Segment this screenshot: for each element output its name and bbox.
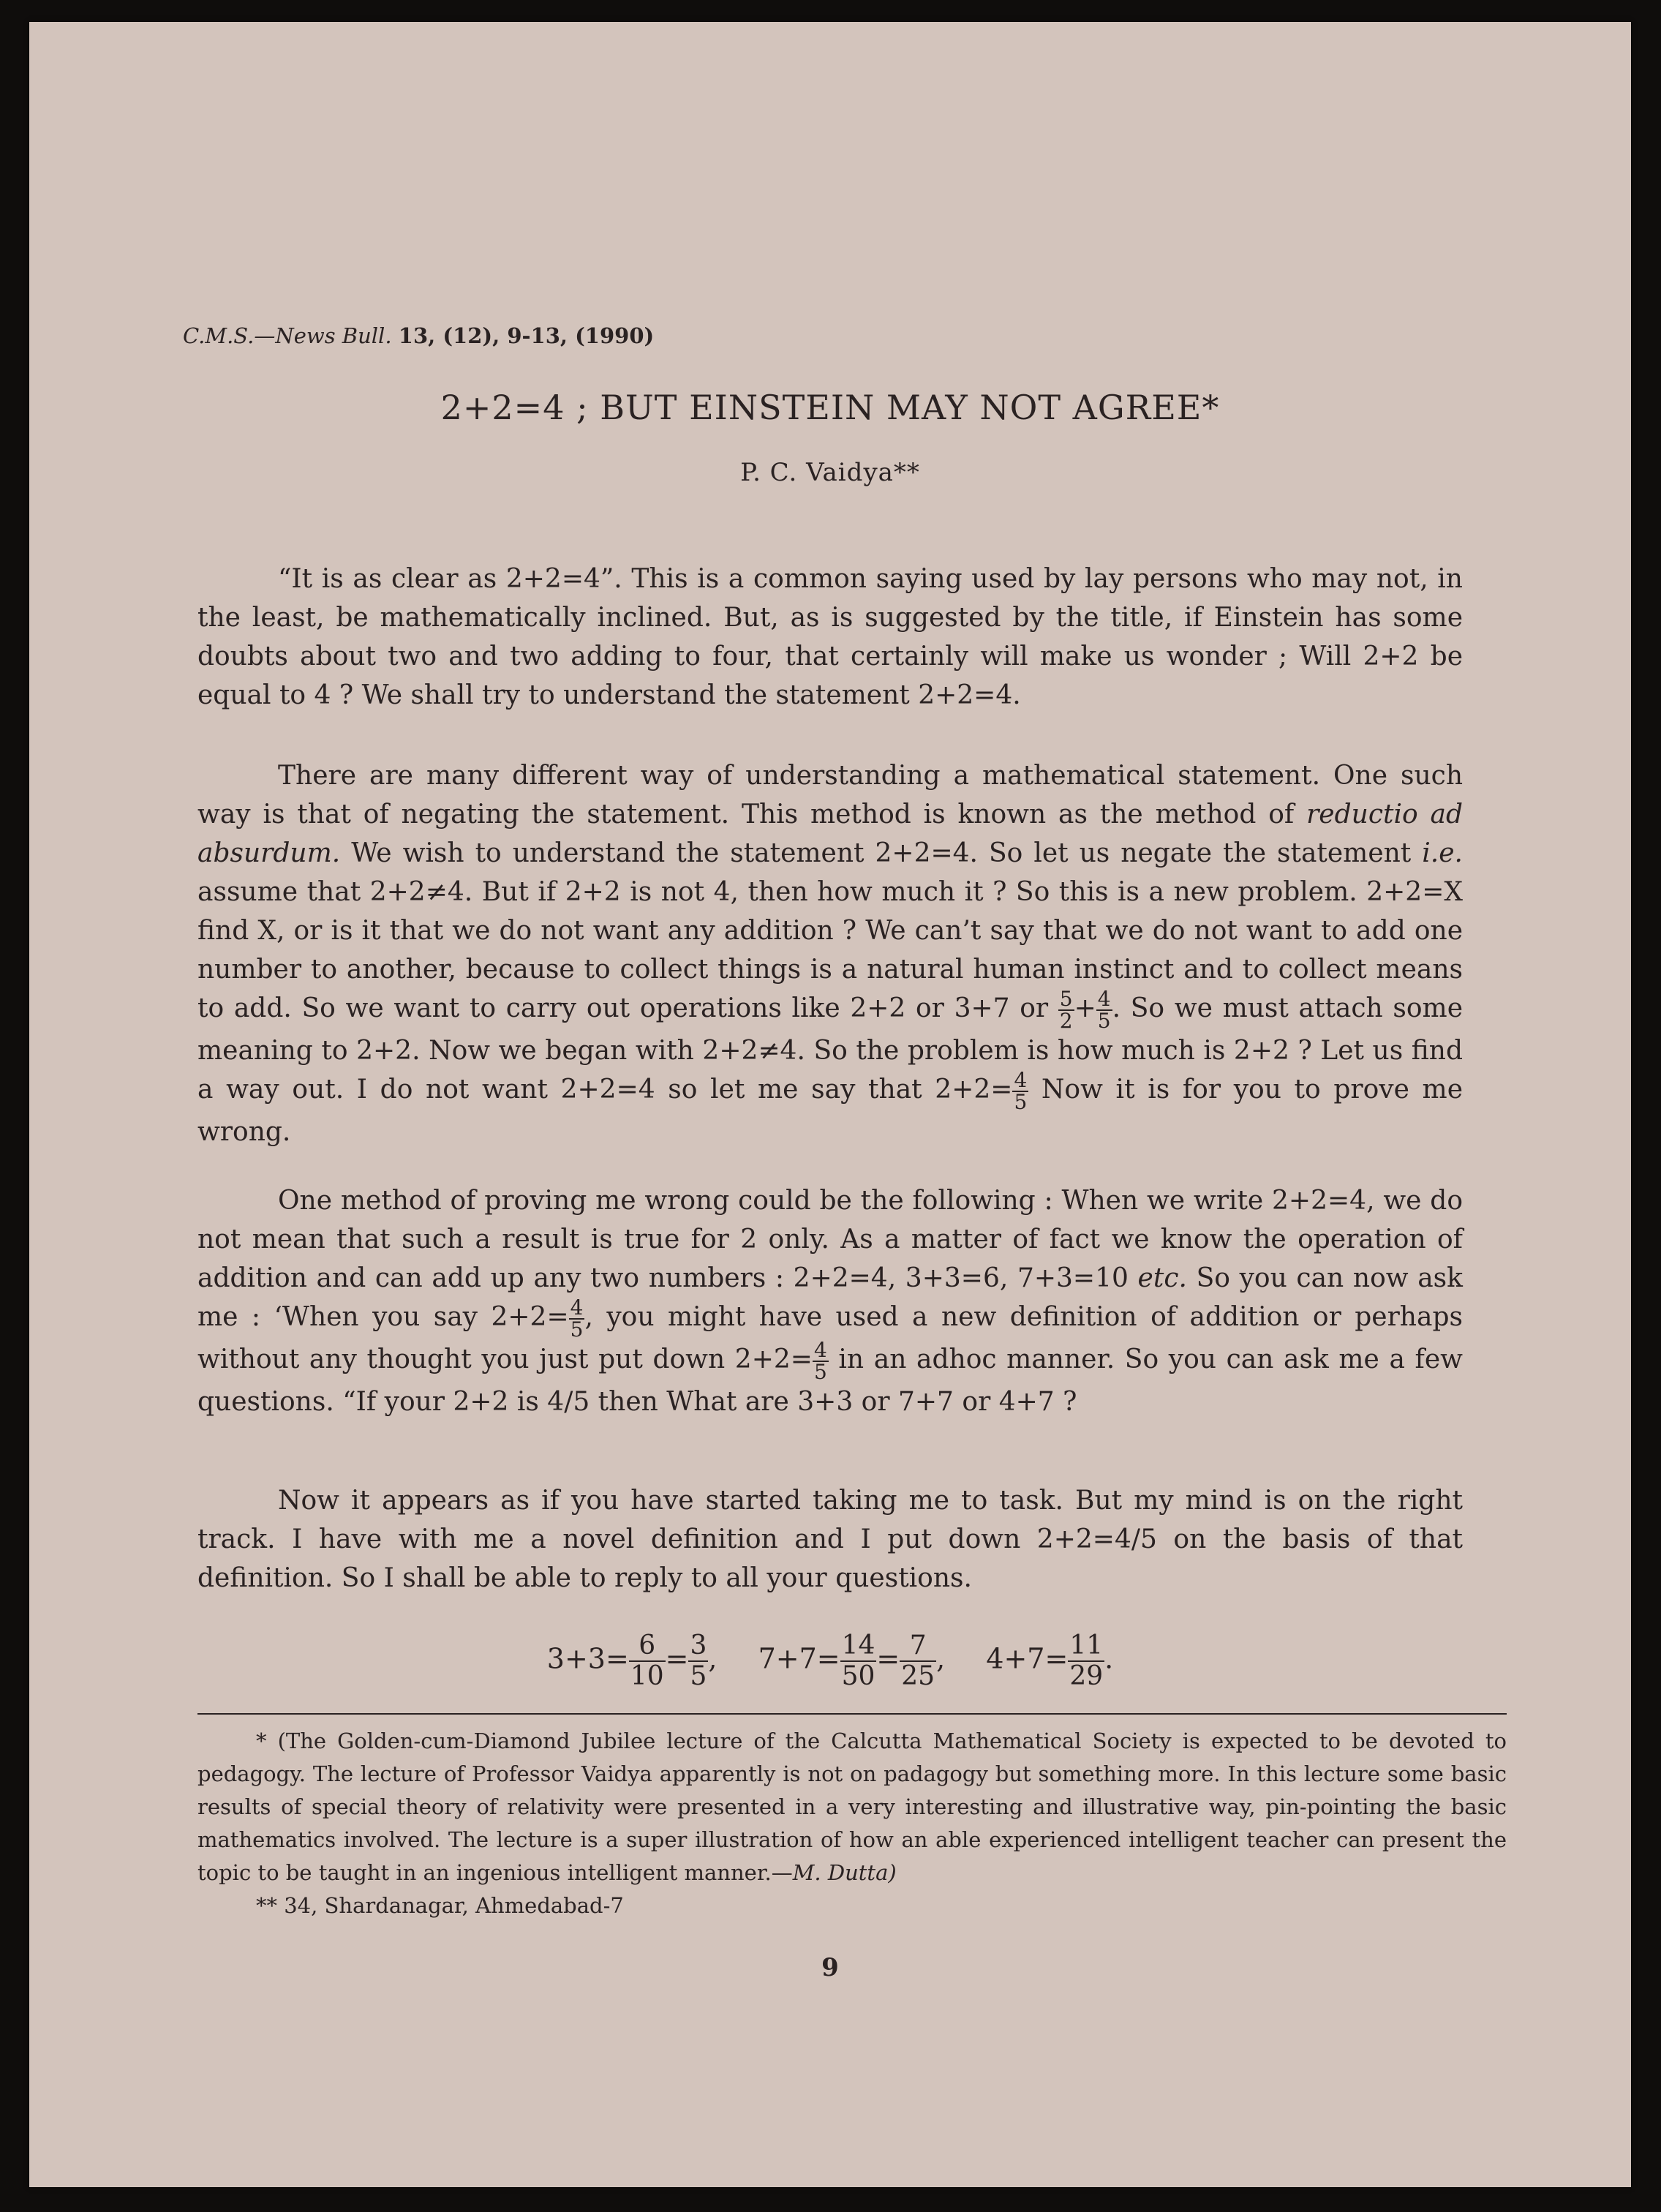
plus-sign: +: [1074, 993, 1096, 1023]
equals-sign: =: [665, 1642, 689, 1675]
separator: ,: [708, 1642, 717, 1675]
fraction-numerator: 7: [900, 1631, 936, 1662]
fraction-denominator: 5: [1014, 1090, 1028, 1114]
equation-lhs: 7+7=: [758, 1642, 840, 1675]
paragraph-2-text: We wish to understand the statement 2+2=4. So let us negate the statement: [351, 838, 1412, 868]
journal-page: [29, 22, 1631, 2187]
fraction: [900, 1631, 936, 1691]
fraction-numerator: 4: [570, 1295, 584, 1320]
paragraph-3: [197, 1181, 1463, 1421]
fraction-denominator: 5: [1097, 1009, 1111, 1033]
footnote-text: * (The Golden-cum-Diamond Jubilee lecture of the Calcutta Mathematical Society is expected to be devoted to pedagogy. The lecture of Professor Vaidya apparently is not on padagogy but something more. In this lecture some basic results of special theory of relativity were presented in a very interesting and illustrative way, pin-pointing the basic mathematics involved. The lecture is a super illustration of how an able experienced intelligent teacher can present the topic to be taught in an ingenious intelligent manner.—: [197, 1728, 1507, 1885]
equation-lhs: 4+7=: [986, 1642, 1069, 1675]
fraction: [1096, 989, 1112, 1031]
fraction: [1058, 989, 1074, 1031]
fraction-numerator: 11: [1069, 1630, 1104, 1660]
fraction-numerator: 4: [1014, 1068, 1028, 1092]
equation-line: [29, 1631, 1631, 1691]
footnote-divider: [197, 1713, 1507, 1715]
fraction: [840, 1631, 877, 1691]
fraction-denominator: 29: [1069, 1661, 1104, 1691]
paragraph-3-text: So you can now ask me : ‘When you say 2+2=: [197, 1263, 1463, 1332]
separator: ,: [936, 1642, 946, 1675]
paragraph-2-text: Now it is for you to prove me wrong.: [197, 1075, 1463, 1147]
paragraph-4: Now it appears as if you have started taking me to task. But my mind is on the right track. I have with me a novel definition and I put down 2+2=4/5 on the basis of that definition. So I shall be able to reply to all your questions.: [197, 1486, 1463, 1593]
fraction-denominator: 10: [630, 1661, 664, 1691]
separator: .: [1104, 1642, 1114, 1675]
equation: [986, 1631, 1113, 1691]
footnote-address: ** 34, Shardanagar, Ahmedabad-7: [256, 1893, 624, 1918]
paragraph-2-text: assume that 2+2≠4. But if 2+2 is not 4, then how much it ? So this is a new problem. 2+2=X find X, or is it that we do not want any addition ? We can’t say that we do not want to add one number to another, because to collect things is a natural human instinct and to collect means to add. So we want to carry out operations like 2+2 or 3+7 or: [197, 877, 1463, 1023]
citation-journal: C.M.S.—News Bull.: [183, 323, 392, 348]
article-title: 2+2=4 ; BUT EINSTEIN MAY NOT AGREE*: [440, 388, 1220, 427]
fraction-denominator: 25: [901, 1661, 935, 1691]
citation: [183, 323, 654, 348]
footnote: [197, 1725, 1507, 1922]
paragraph-3-text: One method of proving me wrong could be the following : When we write 2+2=4, we do not mean that such a result is true for 2 only. As a matter of fact we know the operation of addition and can add up any two numbers : 2+2=4, 3+3=6, 7+3=10: [197, 1186, 1463, 1293]
equals-sign: =: [876, 1642, 900, 1675]
article-author: P. C. Vaidya**: [740, 458, 920, 487]
paragraph-2-italic-term: reductio ad absurdum.: [197, 800, 1463, 868]
fraction: [569, 1295, 585, 1342]
footnote-editorial: [197, 1725, 1507, 1889]
fraction: [1068, 1631, 1104, 1691]
footnote-signature: M. Dutta): [792, 1860, 897, 1885]
fraction-numerator: 5: [1059, 987, 1073, 1011]
fraction-denominator: 5: [813, 1360, 827, 1384]
fraction-denominator: 50: [841, 1661, 875, 1691]
paragraph-3-italic-etc: etc.: [1137, 1263, 1187, 1293]
fraction-denominator: 2: [1059, 1009, 1073, 1033]
equation-lhs: 3+3=: [546, 1642, 629, 1675]
equation: [758, 1631, 946, 1691]
equation: [547, 1631, 717, 1691]
fraction: [813, 1340, 829, 1382]
fraction: [629, 1631, 666, 1691]
paragraph-2: [197, 756, 1463, 1151]
paragraph-3-text: , you might have used a new definition of addition or perhaps without any thought you just put down 2+2=: [197, 1302, 1463, 1374]
fraction-numerator: 6: [629, 1631, 666, 1662]
fraction-numerator: 4: [813, 1338, 827, 1362]
fraction: [688, 1631, 708, 1691]
paragraph-1: “It is as clear as 2+2=4”. This is a common saying used by lay persons who may not, in the least, be mathematically inclined. But, as is suggested by the title, if Einstein has some doubts about two and two adding to four, that certainly will make us wonder ; Will 2+2 be equal to 4 ? We shall try to understand the statement 2+2=4.: [197, 564, 1463, 710]
fraction: [1012, 1070, 1028, 1113]
paragraph-2-text: There are many different way of understanding a mathematical statement. One such way is that of negating the statement. This method is known as the method of: [197, 761, 1463, 830]
paragraph-2-italic-ie: i.e.: [1422, 838, 1464, 868]
page-number: 9: [821, 1953, 839, 1982]
fraction-denominator: 5: [690, 1661, 707, 1691]
fraction-numerator: 3: [690, 1630, 707, 1660]
fraction-denominator: 5: [570, 1317, 584, 1342]
paragraph-3-text: in an adhoc manner. So you can ask me a few questions. “If your 2+2 is 4/5 then What are 3+3 or 7+7 or 4+7 ?: [197, 1344, 1463, 1417]
citation-volume: 13, (12), 9-13, (1990): [398, 323, 655, 348]
paragraph-2-text: . So we must attach some meaning to 2+2. Now we began with 2+2≠4. So the problem is how much is 2+2 ? Let us find a way out. I do not want 2+2=4 so let me say that 2+2=: [197, 993, 1463, 1105]
fraction-numerator: 14: [841, 1630, 875, 1660]
fraction-numerator: 4: [1097, 987, 1111, 1011]
